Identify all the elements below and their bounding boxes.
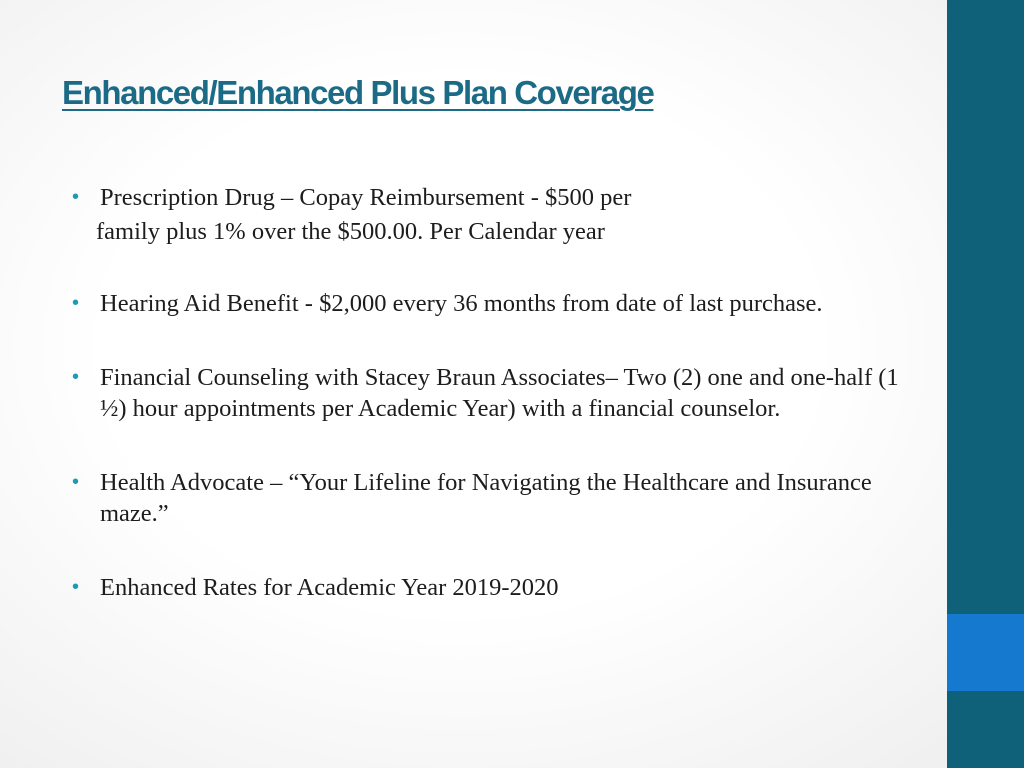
bullet-dot-icon: • (72, 292, 80, 314)
side-accent-block (947, 614, 1024, 691)
bullet-text-line1: Prescription Drug – Copay Reimbursement - $500 per (100, 184, 632, 211)
bullet-text: Hearing Aid Benefit - $2,000 every 36 months from date of last purchase. (100, 290, 823, 317)
bullet-dot-icon: • (72, 366, 80, 388)
bullet-dot-icon: • (72, 471, 80, 493)
bullet-list (70, 182, 910, 603)
bullet-item-hearing-aid (70, 288, 910, 319)
bullet-item-prescription (70, 182, 910, 250)
bullet-item-health-advocate (70, 467, 910, 529)
bullet-text: Health Advocate – “Your Lifeline for Navigating the Healthcare and Insurance maze.” (100, 469, 872, 527)
bullet-dot-icon: • (72, 186, 80, 208)
bullet-item-enhanced-rates (70, 572, 910, 603)
slide-title: Enhanced/Enhanced Plus Plan Coverage (62, 74, 654, 111)
bullet-text: Enhanced Rates for Academic Year 2019-2020 (100, 574, 559, 601)
bullet-text-line2: family plus 1% over the $500.00. Per Calendar year (96, 218, 605, 245)
bullet-dot-icon: • (72, 576, 80, 598)
bullet-item-financial-counseling (70, 362, 910, 424)
bullet-text: Financial Counseling with Stacey Braun Associates– Two (2) one and one-half (1 ½) hour appointments per Academic Year) with a financial counselor. (100, 364, 899, 422)
